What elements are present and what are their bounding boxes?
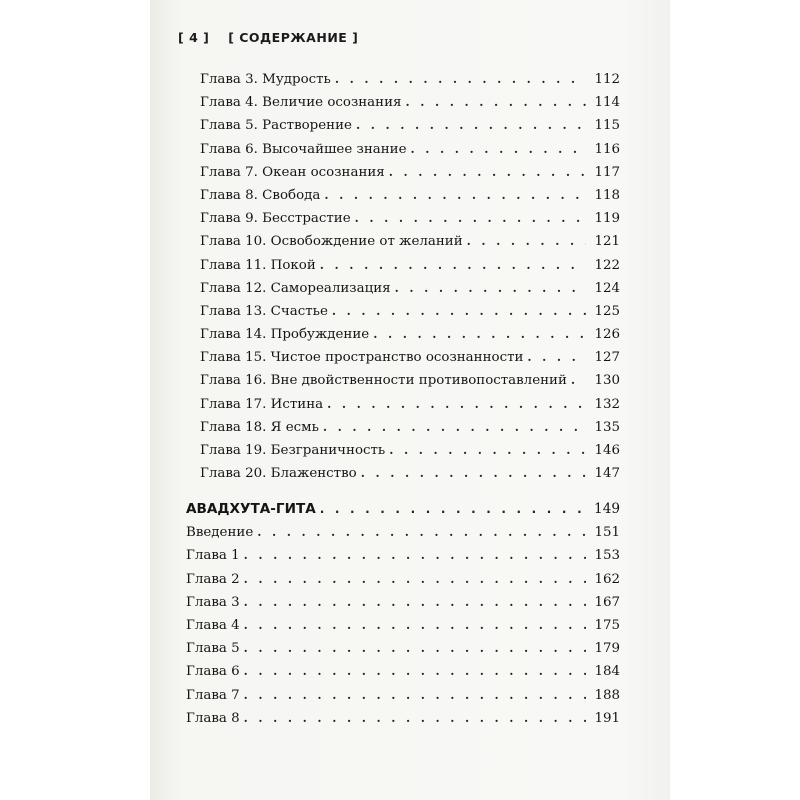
toc-entry	[200, 277, 620, 300]
dot-leader	[389, 161, 586, 184]
toc-entry	[200, 138, 620, 161]
dot-leader	[355, 207, 586, 230]
dot-leader	[244, 614, 586, 637]
toc-entry	[200, 439, 620, 462]
toc-entry-title: Глава 16. Вне двойственности противопоставлений	[200, 373, 567, 389]
toc-entry-page-number: 118	[594, 187, 620, 203]
toc-entry	[200, 462, 620, 485]
dot-leader	[356, 114, 586, 137]
toc-entry-title: Глава 6. Высочайшее знание	[200, 141, 407, 157]
toc-entry-title: Глава 8	[186, 710, 240, 726]
dot-leader	[320, 254, 586, 277]
dot-leader	[405, 91, 586, 114]
toc-entry-title: Глава 9. Бесстрастие	[200, 211, 351, 227]
dot-leader	[361, 462, 586, 485]
toc-entry-page-number: 122	[594, 257, 620, 273]
toc-entry	[200, 254, 620, 277]
toc-entry	[200, 230, 620, 253]
toc-entry	[186, 544, 620, 567]
toc-entry-page-number: 135	[594, 419, 620, 435]
toc-entry-title: Глава 3. Мудрость	[200, 72, 331, 87]
toc-entry-page-number: 126	[594, 327, 620, 343]
toc-entry	[186, 614, 620, 637]
toc-entry-title: Глава 4. Величие осознания	[200, 95, 402, 111]
toc-entry-page-number: 117	[594, 164, 620, 180]
dot-leader	[244, 591, 586, 614]
toc-entry-title: Глава 2	[186, 571, 240, 587]
dot-leader	[411, 138, 586, 161]
toc-entry-page-number: 114	[594, 95, 620, 111]
page-number: [ 4 ]	[178, 30, 210, 45]
dot-leader	[244, 637, 586, 660]
toc-entry	[186, 684, 620, 707]
toc-entry-title: Глава 19. Безграничность	[200, 443, 386, 458]
toc-entry-page-number: 175	[594, 617, 620, 633]
toc-entry-title: Глава 13. Счастье	[200, 303, 328, 319]
toc-entry-page-number: 132	[594, 396, 620, 412]
dot-leader	[327, 393, 586, 416]
dot-leader	[395, 277, 586, 300]
dot-leader	[332, 300, 586, 323]
dot-leader	[389, 439, 586, 462]
toc-entry-title: Глава 3	[186, 594, 240, 610]
toc-entry-title: Глава 11. Покой	[200, 257, 316, 273]
toc-entry	[200, 369, 620, 392]
dot-leader	[467, 230, 586, 253]
toc-entry-page-number: 147	[594, 466, 620, 482]
toc-entry-title: Глава 4	[186, 617, 240, 633]
toc-entry	[200, 300, 620, 323]
section-page-number: 149	[594, 501, 620, 517]
dot-leader	[244, 684, 586, 707]
toc-entry	[186, 637, 620, 660]
toc-entry-title: Глава 7. Океан осознания	[200, 164, 385, 180]
toc-entry-title: Глава 14. Пробуждение	[200, 327, 370, 343]
toc-entry-title: Глава 7	[186, 687, 240, 703]
toc-entry	[186, 521, 620, 544]
dot-leader	[571, 369, 586, 392]
toc-entry	[200, 184, 620, 207]
toc-entry-page-number: 179	[594, 641, 620, 657]
toc-entry-title: Глава 1	[186, 548, 240, 564]
toc-entry-title: Введение	[186, 525, 254, 541]
toc-entry-title: Глава 8. Свобода	[200, 187, 321, 203]
toc-entry-page-number: 115	[594, 118, 620, 134]
dot-leader	[244, 707, 586, 730]
toc-entry-page-number: 153	[594, 548, 620, 564]
toc-entry	[186, 660, 620, 683]
toc-entry-title: Глава 10. Освобождение от желаний	[200, 234, 463, 250]
dot-leader	[244, 660, 586, 683]
dot-leader	[323, 416, 586, 439]
toc-entry	[200, 161, 620, 184]
toc-entry-page-number: 191	[594, 710, 620, 726]
toc-entry	[186, 568, 620, 591]
toc-list-part1	[200, 68, 620, 485]
toc-entry-page-number: 125	[594, 303, 620, 319]
dot-leader	[244, 568, 586, 591]
dot-leader	[320, 498, 586, 521]
toc-entry-page-number: 130	[594, 373, 620, 389]
toc-entry	[200, 393, 620, 416]
toc-entry-page-number: 127	[594, 350, 620, 366]
toc-entry	[200, 207, 620, 230]
toc-entry-page-number: 184	[594, 664, 620, 680]
toc-entry	[200, 114, 620, 137]
section-title: АВАДХУТА-ГИТА	[186, 501, 316, 517]
running-header	[178, 30, 358, 45]
dot-leader	[244, 544, 586, 567]
toc-entry	[200, 346, 620, 369]
toc-entry-page-number: 151	[594, 525, 620, 541]
book-page	[150, 0, 670, 800]
dot-leader	[373, 323, 586, 346]
dot-leader	[257, 521, 586, 544]
toc-entry-title: Глава 17. Истина	[200, 396, 324, 412]
toc-entry	[200, 91, 620, 114]
toc-entry-page-number: 124	[594, 280, 620, 296]
header-title: [ СОДЕРЖАНИЕ ]	[228, 30, 359, 45]
toc-entry-title: Глава 18. Я есмь	[200, 419, 319, 435]
toc-entry	[200, 68, 620, 91]
toc-entry	[200, 323, 620, 346]
toc-entry-page-number: 119	[594, 211, 620, 227]
toc-entry-page-number: 121	[594, 234, 620, 250]
toc-entry-title: Глава 5	[186, 641, 240, 657]
toc-entry-page-number: 167	[594, 594, 620, 610]
toc-entry	[186, 591, 620, 614]
toc-section-heading	[186, 498, 620, 521]
toc-entry-page-number: 146	[594, 443, 620, 458]
toc-entry-title: Глава 12. Самореализация	[200, 280, 391, 296]
toc-entry-page-number: 112	[594, 72, 620, 87]
toc-list-part2	[186, 489, 620, 730]
toc-entry-page-number: 188	[594, 687, 620, 703]
toc-entry-title: Глава 5. Растворение	[200, 118, 352, 134]
toc-entry-page-number: 116	[594, 141, 620, 157]
toc-entry-title: Глава 6	[186, 664, 240, 680]
dot-leader	[324, 184, 586, 207]
toc-entry-page-number: 162	[594, 571, 620, 587]
dot-leader	[527, 346, 586, 369]
toc-entry-title: Глава 20. Блаженство	[200, 466, 357, 482]
toc-entry-title: Глава 15. Чистое пространство осознанности	[200, 350, 524, 366]
toc-entry	[186, 707, 620, 730]
toc-entry	[200, 416, 620, 439]
dot-leader	[335, 68, 586, 91]
